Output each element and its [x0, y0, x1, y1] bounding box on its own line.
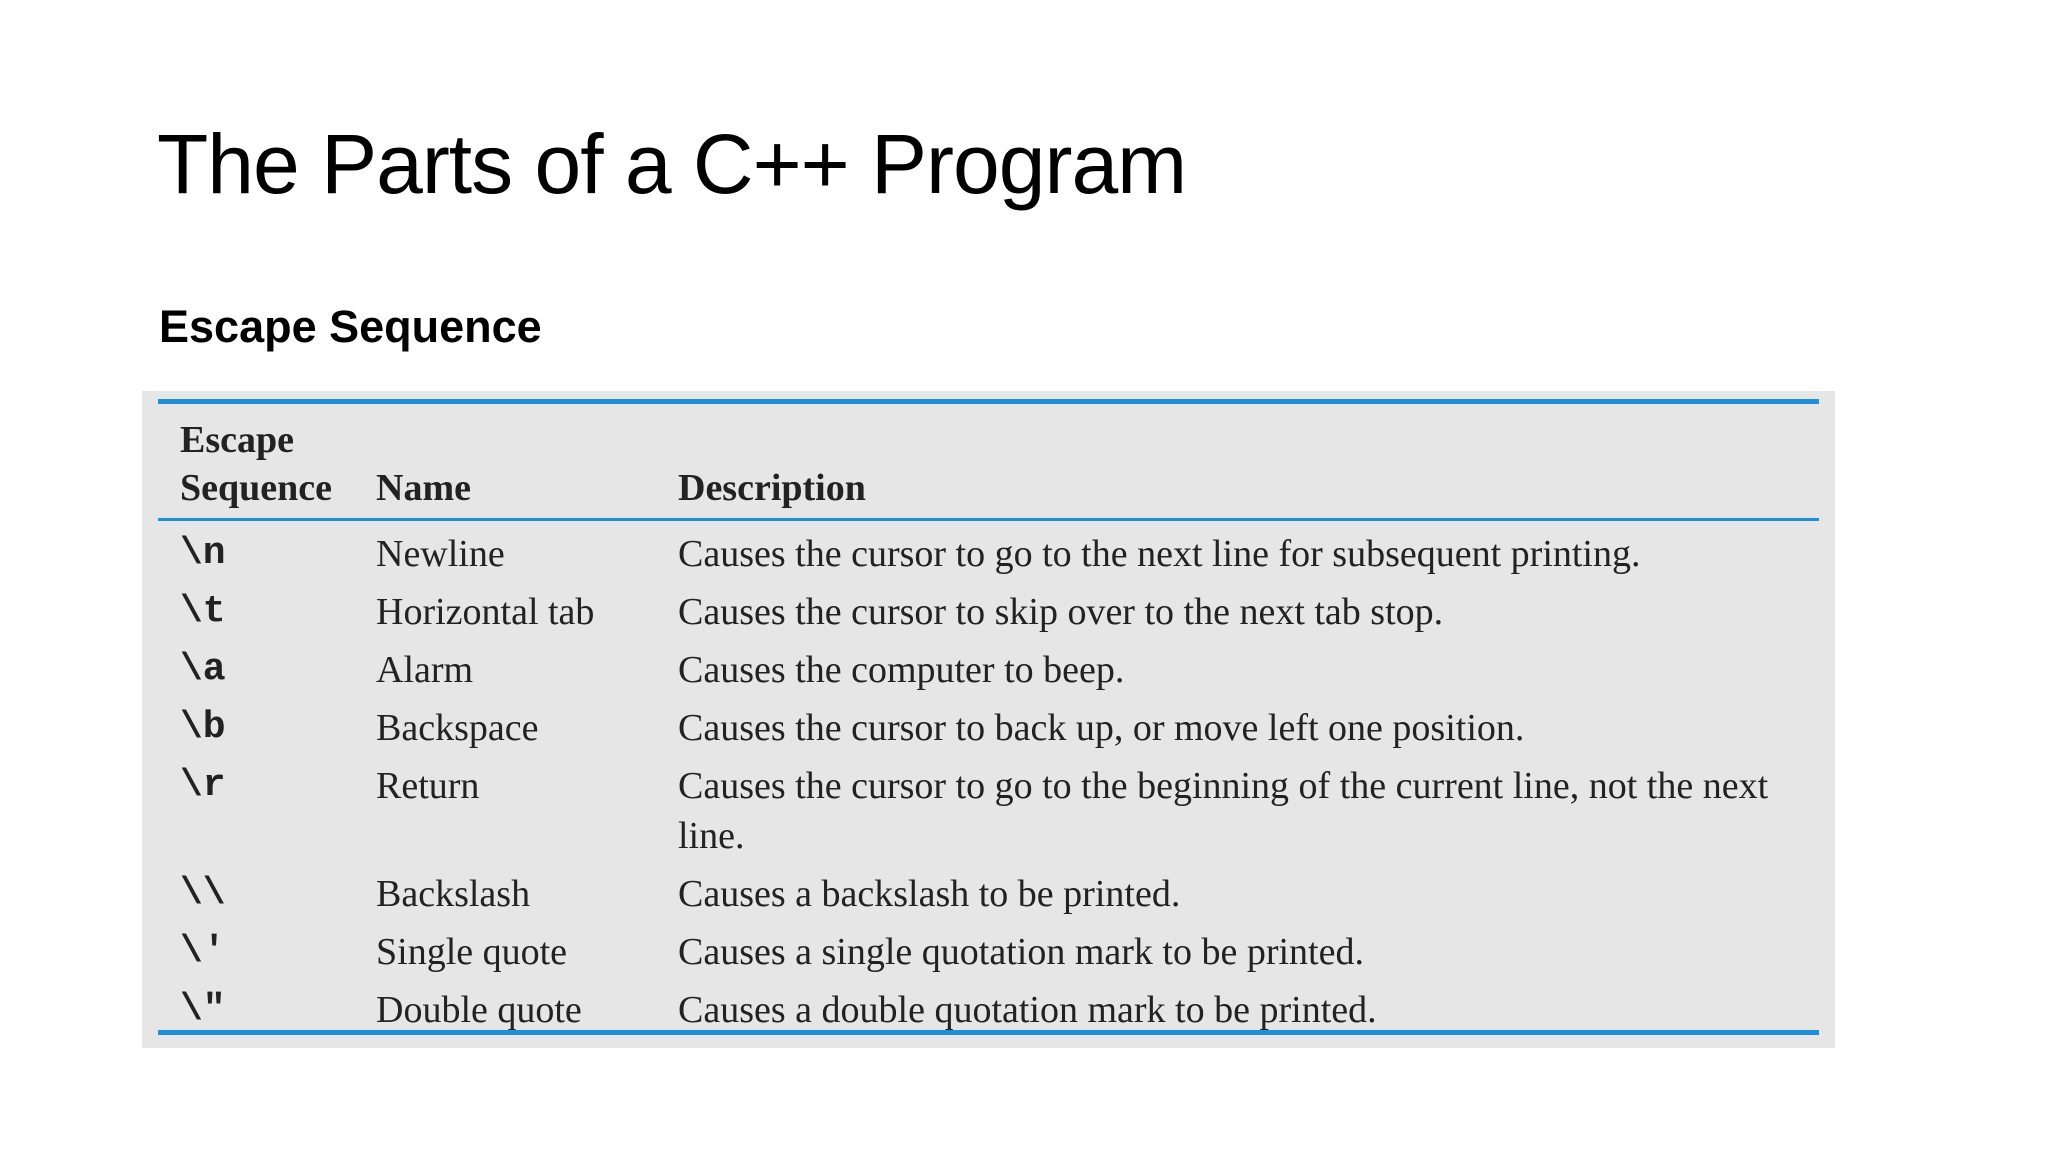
- header-escape-sequence: [158, 404, 376, 520]
- cell-description: Causes the cursor to go to the next line for subsequent printing.: [678, 533, 1641, 575]
- slide-title: The Parts of a C++ Program: [157, 117, 1187, 211]
- cell-sequence: \a: [180, 648, 226, 691]
- cell-name: Alarm: [376, 649, 474, 691]
- escape-sequence-table-panel: [142, 391, 1835, 1048]
- table-header: [158, 404, 1819, 520]
- table-row: [158, 865, 1819, 923]
- cell-description: Causes the cursor to go to the beginning of the current line, not the next line.: [678, 765, 1769, 857]
- cell-description: Causes the cursor to skip over to the next tab stop.: [678, 591, 1444, 633]
- cell-name: Horizontal tab: [376, 591, 595, 633]
- table-row: [158, 699, 1819, 757]
- cell-sequence: \b: [180, 706, 226, 749]
- header-description: Description: [678, 404, 1819, 520]
- cell-description: Causes a double quotation mark to be printed.: [678, 989, 1377, 1031]
- cell-name: Double quote: [376, 989, 582, 1031]
- cell-name: Newline: [376, 533, 505, 575]
- escape-sequence-table-frame: [158, 399, 1819, 1035]
- cell-name: Return: [376, 765, 480, 807]
- escape-sequence-table: [158, 404, 1819, 1039]
- header-name: Name: [376, 404, 678, 520]
- cell-description: Causes a single quotation mark to be printed.: [678, 931, 1364, 973]
- cell-description: Causes a backslash to be printed.: [678, 873, 1181, 915]
- table-row: [158, 981, 1819, 1039]
- table-row: [158, 583, 1819, 641]
- cell-description: Causes the computer to beep.: [678, 649, 1125, 691]
- cell-sequence: \': [180, 930, 226, 973]
- cell-sequence: \r: [180, 764, 226, 807]
- cell-sequence: \n: [180, 532, 226, 575]
- cell-name: Backslash: [376, 873, 531, 915]
- table-header-row: [158, 404, 1819, 520]
- table-body: [158, 520, 1819, 1040]
- table-row: [158, 520, 1819, 584]
- header-escape-sequence-line2: Sequence: [180, 467, 332, 509]
- cell-name: Single quote: [376, 931, 568, 973]
- cell-sequence: \": [180, 988, 226, 1031]
- header-escape-sequence-line1: Escape: [180, 419, 294, 461]
- cell-sequence: \t: [180, 590, 226, 633]
- table-row: [158, 641, 1819, 699]
- cell-description: Causes the cursor to back up, or move left one position.: [678, 707, 1525, 749]
- slide-subtitle: Escape Sequence: [159, 301, 542, 352]
- cell-name: Backspace: [376, 707, 539, 749]
- table-row: [158, 757, 1819, 865]
- table-row: [158, 923, 1819, 981]
- cell-sequence: \\: [180, 872, 226, 915]
